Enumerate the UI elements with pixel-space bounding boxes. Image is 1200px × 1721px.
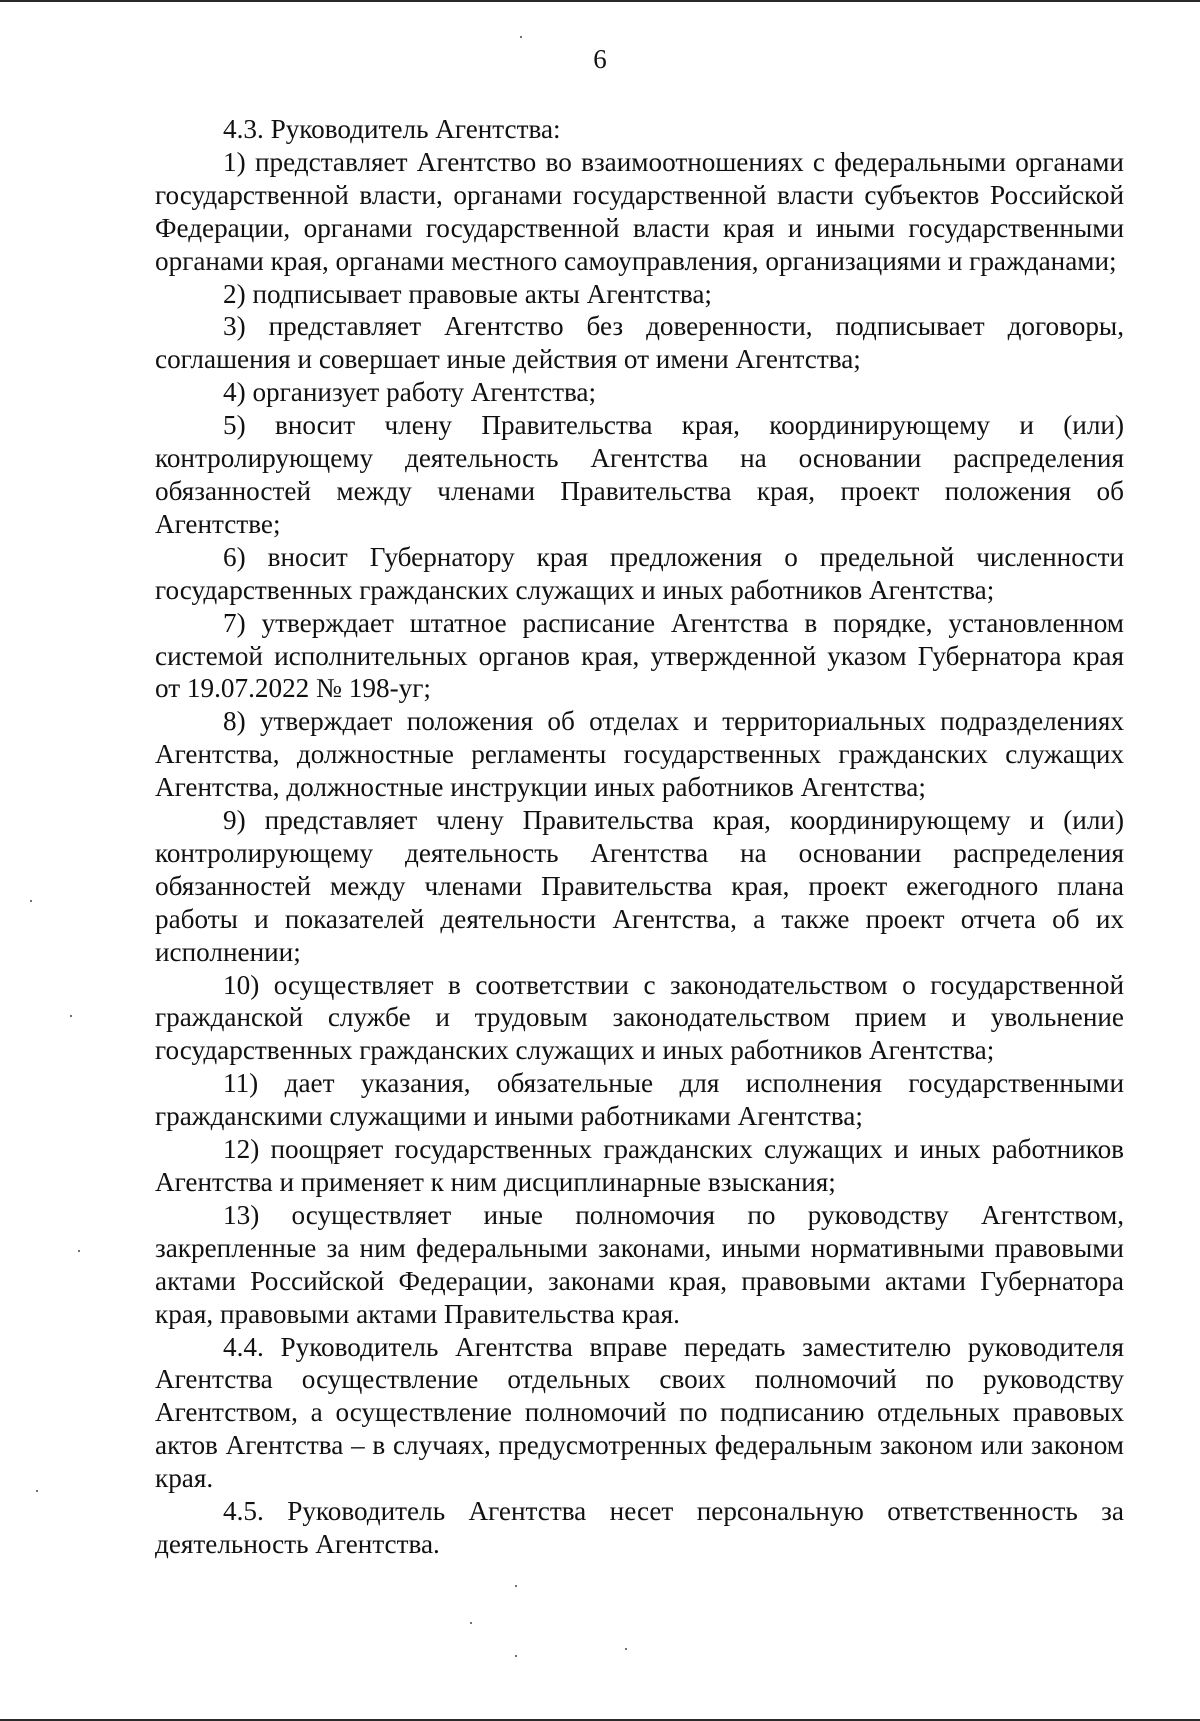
scan-speck xyxy=(30,900,32,902)
scan-speck xyxy=(520,36,522,38)
paragraph-4-3: 4.3. Руководитель Агентства: xyxy=(223,114,561,144)
paragraph-4-3-item-13: 13) осуществляет иные полномочия по руководству Агентством, закрепленные за ним федеральными законами, иными нормативными правовыми актами Российской Федерации, законами края, правовыми актами Губернатора края, правовыми актами Правительства края. xyxy=(155,1199,1124,1329)
paragraph-4-3-item-7: 7) утверждает штатное расписание Агентства в порядке, установленном системой исполнительных органов края, утвержденной указом Губернатора края от 19.07.2022 № 198-уг; xyxy=(155,607,1124,704)
scan-speck xyxy=(470,1622,472,1624)
paragraph-4-5: 4.5. Руководитель Агентства несет персональную ответственность за деятельность Агентства. xyxy=(155,1496,1124,1559)
scan-speck xyxy=(78,1250,80,1252)
paragraph-4-4: 4.4. Руководитель Агентства вправе передать заместителю руководителя Агентства осуществление отдельных своих полномочий по руководству Агентством, а осуществление полномочий по подписанию отдельных правовых актов Агентства – в случаях, предусмотренных федеральным законом или законом края. xyxy=(155,1331,1124,1494)
scan-speck xyxy=(515,1585,517,1587)
page-number: 6 xyxy=(593,44,607,74)
paragraph-4-3-item-6: 6) вносит Губернатору края предложения о предельной численности государственных гражданских служащих и иных работников Агентства; xyxy=(155,541,1124,605)
paragraph-4-3-item-4: 4) организует работу Агентства; xyxy=(223,377,597,408)
scan-speck xyxy=(515,1655,517,1657)
paragraph-4-3-item-1: 1) представляет Агентство во взаимоотношениях с федеральными органами государственной власти, органами государственной власти субъектов Российской Федерации, органами государственной власти края и иными государственными органами края, органами местного самоуправления, организациями и гражданами; xyxy=(155,146,1124,276)
paragraph-4-3-item-3: 3) представляет Агентство без доверенности, подписывает договоры, соглашения и совершает иные действия от имени Агентства; xyxy=(155,311,1124,375)
paragraph-4-3-item-5: 5) вносит члену Правительства края, координирующему и (или) контролирующему деятельность Агентства на основании распределения обязанностей между членами Правительства края, проект положения об Агентстве; xyxy=(155,410,1124,539)
paragraph-4-3-item-9: 9) представляет члену Правительства края, координирующему и (или) контролирующему деятельность Агентства на основании распределения обязанностей между членами Правительства края, проект ежегодного плана работы и показателей деятельности Агентства, а также проект отчета об их исполнении; xyxy=(155,805,1124,967)
paragraph-4-3-item-12: 12) поощряет государственных гражданских служащих и иных работников Агентства и применяет к ним дисциплинарные взыскания; xyxy=(155,1134,1124,1197)
paragraph-4-3-item-10: 10) осуществляет в соответствии с законодательством о государственной гражданской службе и трудовым законодательством прием и увольнение государственных гражданских служащих и иных работников Агентства; xyxy=(155,969,1124,1066)
scan-edge-top xyxy=(0,0,1200,2)
paragraph-4-3-item-11: 11) дает указания, обязательные для исполнения государственными гражданскими служащими и иными работниками Агентства; xyxy=(155,1068,1124,1132)
paragraph-4-3-item-2: 2) подписывает правовые акты Агентства; xyxy=(223,278,712,309)
scan-speck xyxy=(625,1648,627,1650)
document-body xyxy=(155,113,1124,1561)
scan-speck xyxy=(36,1490,38,1492)
paragraph-4-3-item-8: 8) утверждает положения об отделах и территориальных подразделениях Агентства, должностные регламенты государственных гражданских служащих Агентства, должностные инструкции иных работников Агентства; xyxy=(155,706,1124,803)
scan-speck xyxy=(70,1015,72,1017)
